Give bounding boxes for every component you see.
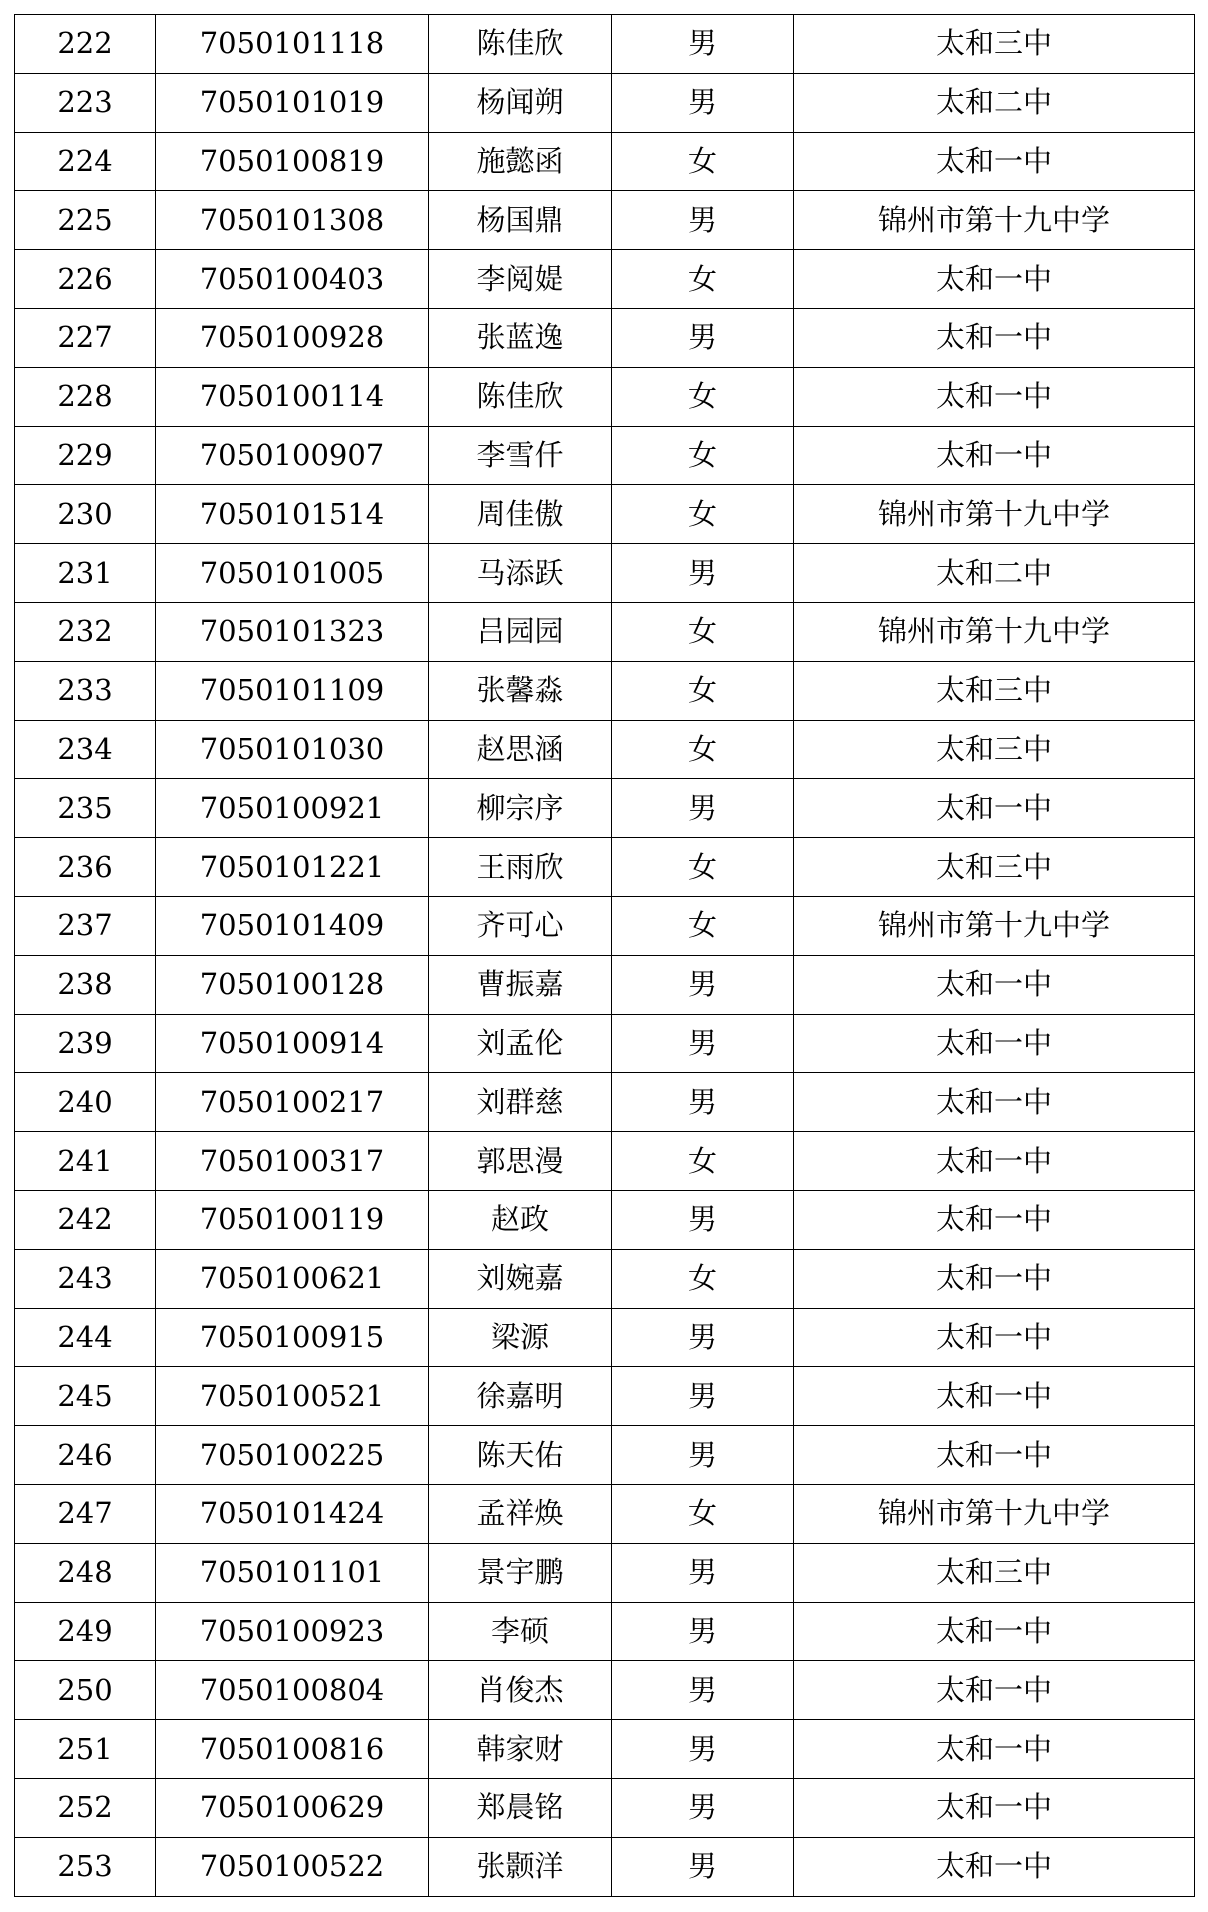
student-name-cell: 梁源 xyxy=(429,1308,612,1367)
row-number-cell: 247 xyxy=(15,1484,156,1543)
exam-id-cell: 7050101101 xyxy=(156,1543,429,1602)
gender-cell: 男 xyxy=(612,955,794,1014)
exam-id-cell: 7050100114 xyxy=(156,367,429,426)
row-number-cell: 225 xyxy=(15,191,156,250)
school-cell: 太和一中 xyxy=(794,1720,1195,1779)
exam-id-cell: 7050101424 xyxy=(156,1484,429,1543)
row-number-cell: 242 xyxy=(15,1190,156,1249)
gender-cell: 男 xyxy=(612,1778,794,1837)
gender-cell: 男 xyxy=(612,544,794,603)
gender-cell: 男 xyxy=(612,1720,794,1779)
table-row xyxy=(15,73,1195,132)
table-row xyxy=(15,15,1195,74)
school-cell: 太和一中 xyxy=(794,1661,1195,1720)
student-name-cell: 徐嘉明 xyxy=(429,1367,612,1426)
student-name-cell: 陈佳欣 xyxy=(429,367,612,426)
school-cell: 太和一中 xyxy=(794,1249,1195,1308)
table-row xyxy=(15,1426,1195,1485)
school-cell: 太和一中 xyxy=(794,250,1195,309)
exam-id-cell: 7050101019 xyxy=(156,73,429,132)
student-name-cell: 施懿函 xyxy=(429,132,612,191)
row-number-cell: 223 xyxy=(15,73,156,132)
exam-id-cell: 7050100816 xyxy=(156,1720,429,1779)
gender-cell: 男 xyxy=(612,1073,794,1132)
row-number-cell: 245 xyxy=(15,1367,156,1426)
gender-cell: 女 xyxy=(612,661,794,720)
table-row xyxy=(15,1602,1195,1661)
school-cell: 锦州市第十九中学 xyxy=(794,1484,1195,1543)
gender-cell: 男 xyxy=(612,1602,794,1661)
roster-table-body xyxy=(15,15,1195,1897)
table-row xyxy=(15,1543,1195,1602)
row-number-cell: 237 xyxy=(15,896,156,955)
gender-cell: 男 xyxy=(612,1661,794,1720)
school-cell: 太和一中 xyxy=(794,1132,1195,1191)
exam-id-cell: 7050101514 xyxy=(156,485,429,544)
school-cell: 太和一中 xyxy=(794,955,1195,1014)
student-name-cell: 孟祥焕 xyxy=(429,1484,612,1543)
exam-id-cell: 7050100403 xyxy=(156,250,429,309)
row-number-cell: 253 xyxy=(15,1837,156,1896)
exam-id-cell: 7050100819 xyxy=(156,132,429,191)
row-number-cell: 235 xyxy=(15,779,156,838)
gender-cell: 男 xyxy=(612,191,794,250)
student-name-cell: 张蓝逸 xyxy=(429,308,612,367)
row-number-cell: 243 xyxy=(15,1249,156,1308)
exam-id-cell: 7050100521 xyxy=(156,1367,429,1426)
student-name-cell: 李雪仟 xyxy=(429,426,612,485)
student-name-cell: 杨闻朔 xyxy=(429,73,612,132)
table-row xyxy=(15,779,1195,838)
exam-id-cell: 7050101409 xyxy=(156,896,429,955)
student-name-cell: 刘孟伦 xyxy=(429,1014,612,1073)
school-cell: 太和一中 xyxy=(794,1073,1195,1132)
school-cell: 太和一中 xyxy=(794,308,1195,367)
gender-cell: 男 xyxy=(612,1367,794,1426)
row-number-cell: 250 xyxy=(15,1661,156,1720)
table-row xyxy=(15,191,1195,250)
school-cell: 太和一中 xyxy=(794,1190,1195,1249)
student-name-cell: 赵政 xyxy=(429,1190,612,1249)
table-row xyxy=(15,308,1195,367)
table-row xyxy=(15,661,1195,720)
student-roster-table xyxy=(14,14,1195,1897)
student-name-cell: 郑晨铭 xyxy=(429,1778,612,1837)
exam-id-cell: 7050100217 xyxy=(156,1073,429,1132)
row-number-cell: 226 xyxy=(15,250,156,309)
row-number-cell: 240 xyxy=(15,1073,156,1132)
exam-id-cell: 7050101323 xyxy=(156,602,429,661)
school-cell: 太和一中 xyxy=(794,1837,1195,1896)
student-name-cell: 李阅媞 xyxy=(429,250,612,309)
gender-cell: 女 xyxy=(612,132,794,191)
gender-cell: 女 xyxy=(612,602,794,661)
table-row xyxy=(15,1014,1195,1073)
exam-id-cell: 7050100915 xyxy=(156,1308,429,1367)
student-name-cell: 李硕 xyxy=(429,1602,612,1661)
row-number-cell: 238 xyxy=(15,955,156,1014)
exam-id-cell: 7050101109 xyxy=(156,661,429,720)
school-cell: 太和一中 xyxy=(794,1014,1195,1073)
table-row xyxy=(15,1484,1195,1543)
exam-id-cell: 7050101118 xyxy=(156,15,429,74)
school-cell: 太和一中 xyxy=(794,1426,1195,1485)
gender-cell: 男 xyxy=(612,15,794,74)
gender-cell: 女 xyxy=(612,1132,794,1191)
exam-id-cell: 7050100119 xyxy=(156,1190,429,1249)
student-name-cell: 陈天佑 xyxy=(429,1426,612,1485)
student-name-cell: 周佳傲 xyxy=(429,485,612,544)
gender-cell: 女 xyxy=(612,896,794,955)
school-cell: 锦州市第十九中学 xyxy=(794,602,1195,661)
gender-cell: 女 xyxy=(612,250,794,309)
exam-id-cell: 7050101308 xyxy=(156,191,429,250)
school-cell: 太和三中 xyxy=(794,661,1195,720)
row-number-cell: 233 xyxy=(15,661,156,720)
exam-id-cell: 7050100928 xyxy=(156,308,429,367)
student-name-cell: 刘婉嘉 xyxy=(429,1249,612,1308)
exam-id-cell: 7050100522 xyxy=(156,1837,429,1896)
student-name-cell: 马添跃 xyxy=(429,544,612,603)
table-row xyxy=(15,1308,1195,1367)
row-number-cell: 246 xyxy=(15,1426,156,1485)
row-number-cell: 251 xyxy=(15,1720,156,1779)
student-name-cell: 张颢洋 xyxy=(429,1837,612,1896)
gender-cell: 女 xyxy=(612,1249,794,1308)
student-name-cell: 赵思涵 xyxy=(429,720,612,779)
school-cell: 太和一中 xyxy=(794,1367,1195,1426)
school-cell: 太和一中 xyxy=(794,779,1195,838)
row-number-cell: 231 xyxy=(15,544,156,603)
exam-id-cell: 7050101005 xyxy=(156,544,429,603)
table-row xyxy=(15,426,1195,485)
exam-id-cell: 7050100128 xyxy=(156,955,429,1014)
student-name-cell: 柳宗序 xyxy=(429,779,612,838)
table-row xyxy=(15,1367,1195,1426)
exam-id-cell: 7050100907 xyxy=(156,426,429,485)
table-row xyxy=(15,602,1195,661)
student-name-cell: 齐可心 xyxy=(429,896,612,955)
gender-cell: 女 xyxy=(612,1484,794,1543)
gender-cell: 男 xyxy=(612,1190,794,1249)
table-row xyxy=(15,1778,1195,1837)
row-number-cell: 232 xyxy=(15,602,156,661)
school-cell: 太和三中 xyxy=(794,838,1195,897)
row-number-cell: 222 xyxy=(15,15,156,74)
exam-id-cell: 7050100923 xyxy=(156,1602,429,1661)
exam-id-cell: 7050101030 xyxy=(156,720,429,779)
row-number-cell: 227 xyxy=(15,308,156,367)
row-number-cell: 239 xyxy=(15,1014,156,1073)
school-cell: 太和二中 xyxy=(794,544,1195,603)
table-row xyxy=(15,1073,1195,1132)
exam-id-cell: 7050100317 xyxy=(156,1132,429,1191)
student-name-cell: 张馨淼 xyxy=(429,661,612,720)
table-row xyxy=(15,132,1195,191)
row-number-cell: 241 xyxy=(15,1132,156,1191)
table-row xyxy=(15,720,1195,779)
school-cell: 锦州市第十九中学 xyxy=(794,896,1195,955)
exam-id-cell: 7050100621 xyxy=(156,1249,429,1308)
row-number-cell: 252 xyxy=(15,1778,156,1837)
exam-id-cell: 7050100225 xyxy=(156,1426,429,1485)
gender-cell: 男 xyxy=(612,779,794,838)
table-row xyxy=(15,955,1195,1014)
table-row xyxy=(15,1190,1195,1249)
student-name-cell: 曹振嘉 xyxy=(429,955,612,1014)
gender-cell: 男 xyxy=(612,1426,794,1485)
school-cell: 太和三中 xyxy=(794,720,1195,779)
gender-cell: 男 xyxy=(612,1837,794,1896)
row-number-cell: 229 xyxy=(15,426,156,485)
school-cell: 太和一中 xyxy=(794,426,1195,485)
gender-cell: 男 xyxy=(612,1543,794,1602)
row-number-cell: 236 xyxy=(15,838,156,897)
gender-cell: 男 xyxy=(612,1308,794,1367)
table-row xyxy=(15,1837,1195,1896)
school-cell: 太和三中 xyxy=(794,15,1195,74)
gender-cell: 男 xyxy=(612,1014,794,1073)
gender-cell: 女 xyxy=(612,720,794,779)
gender-cell: 女 xyxy=(612,367,794,426)
school-cell: 太和一中 xyxy=(794,132,1195,191)
exam-id-cell: 7050100914 xyxy=(156,1014,429,1073)
gender-cell: 女 xyxy=(612,485,794,544)
row-number-cell: 248 xyxy=(15,1543,156,1602)
table-row xyxy=(15,544,1195,603)
row-number-cell: 230 xyxy=(15,485,156,544)
table-row xyxy=(15,250,1195,309)
gender-cell: 女 xyxy=(612,426,794,485)
table-row xyxy=(15,1661,1195,1720)
student-name-cell: 景宇鹏 xyxy=(429,1543,612,1602)
gender-cell: 男 xyxy=(612,308,794,367)
table-row xyxy=(15,367,1195,426)
school-cell: 太和一中 xyxy=(794,367,1195,426)
student-name-cell: 杨国鼎 xyxy=(429,191,612,250)
table-row xyxy=(15,485,1195,544)
student-name-cell: 刘群慈 xyxy=(429,1073,612,1132)
student-name-cell: 吕园园 xyxy=(429,602,612,661)
row-number-cell: 234 xyxy=(15,720,156,779)
exam-id-cell: 7050101221 xyxy=(156,838,429,897)
table-row xyxy=(15,1249,1195,1308)
school-cell: 太和一中 xyxy=(794,1308,1195,1367)
student-name-cell: 郭思漫 xyxy=(429,1132,612,1191)
table-row xyxy=(15,1132,1195,1191)
student-name-cell: 陈佳欣 xyxy=(429,15,612,74)
exam-id-cell: 7050100921 xyxy=(156,779,429,838)
school-cell: 太和一中 xyxy=(794,1778,1195,1837)
gender-cell: 女 xyxy=(612,838,794,897)
table-row xyxy=(15,838,1195,897)
exam-id-cell: 7050100629 xyxy=(156,1778,429,1837)
roster-table-container xyxy=(14,14,1194,1897)
school-cell: 太和二中 xyxy=(794,73,1195,132)
exam-id-cell: 7050100804 xyxy=(156,1661,429,1720)
school-cell: 锦州市第十九中学 xyxy=(794,191,1195,250)
student-name-cell: 王雨欣 xyxy=(429,838,612,897)
row-number-cell: 244 xyxy=(15,1308,156,1367)
row-number-cell: 224 xyxy=(15,132,156,191)
table-row xyxy=(15,896,1195,955)
school-cell: 锦州市第十九中学 xyxy=(794,485,1195,544)
school-cell: 太和三中 xyxy=(794,1543,1195,1602)
table-row xyxy=(15,1720,1195,1779)
gender-cell: 男 xyxy=(612,73,794,132)
row-number-cell: 249 xyxy=(15,1602,156,1661)
student-name-cell: 韩家财 xyxy=(429,1720,612,1779)
row-number-cell: 228 xyxy=(15,367,156,426)
school-cell: 太和一中 xyxy=(794,1602,1195,1661)
student-name-cell: 肖俊杰 xyxy=(429,1661,612,1720)
